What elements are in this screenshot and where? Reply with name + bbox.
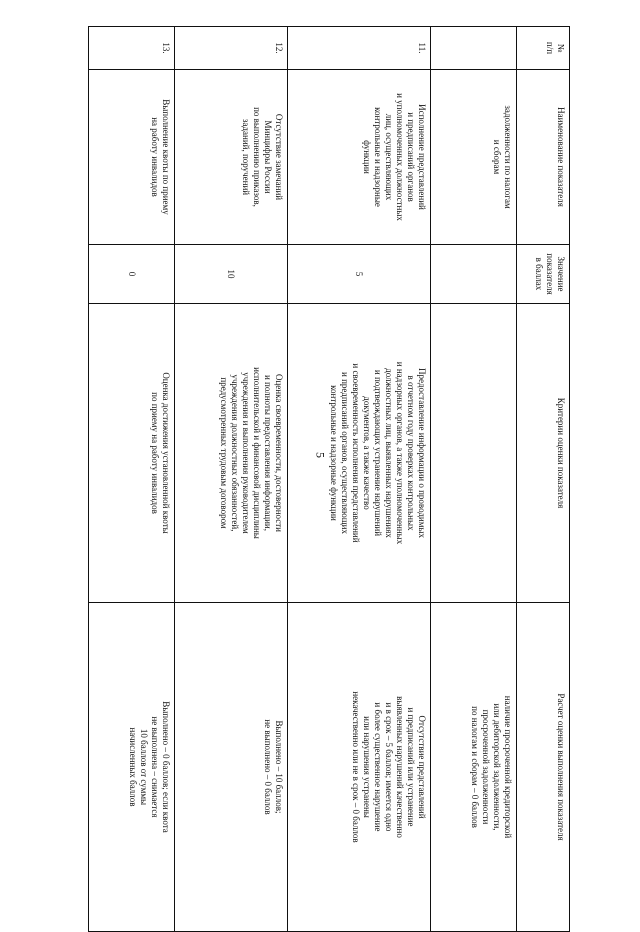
table-row-continuation [430,27,516,932]
row-number [430,27,516,70]
row-indicator-name: Исполнение представлений и предписаний органов и уполномоченных должностных лиц, осуществляющих контрольные и надзорные функции [287,70,430,245]
page-number: 5 [313,452,328,458]
table-row-13 [89,27,175,932]
table-row-12 [175,27,288,932]
row-indicator-value [430,245,516,304]
row-number: 11. [287,27,430,70]
row-calculation: Выполнено – 0 баллов; если квота не выполнена – снимается 10 баллов от суммы начисленных баллов [89,603,175,932]
row-indicator-value: 10 [175,245,288,304]
row-calculation: Выполнено – 10 баллов; не выполнено – 0 баллов [175,603,288,932]
header-indicator-name: Наименование показателя [517,70,570,245]
row-indicator-value: 5 [287,245,430,304]
row-indicator-name: задолженности по налогам и сборам [430,70,516,245]
row-calculation: Отсутствие представлений и предписаний или устранение выявленных нарушений качественно и в срок – 5 баллов; имеется одно и более существенное нарушение или нарушения устранены некачественно или не в срок – 0 баллов [287,603,430,932]
header-indicator-value: Значение показателя в баллах [517,245,570,304]
row-indicator-name: Выполнение квоты по приему на работу инвалидов [89,70,175,245]
header-number: № п/п [517,27,570,70]
row-criteria [430,304,516,603]
row-number: 13. [89,27,175,70]
row-indicator-value: 0 [89,245,175,304]
row-number: 12. [175,27,288,70]
header-criteria: Критерии оценки показателя [517,304,570,603]
header-calculation: Расчет оценки выполнения показателя [517,603,570,932]
row-criteria: Предоставление информации о проводимых в отчетном году проверках контрольных и надзорных органов, а также уполномоченных должностных лиц, выявленных нарушениях и подтверждающих устранение нарушений документов, а также качество и своевременность исполнения представлений и предписаний органов, осуществляющих контрольные и надзорные функции [287,304,430,603]
table-row-11 [287,27,430,932]
row-calculation: наличие просроченной кредиторской или дебиторской задолженности, просроченной задолженности по налогам и сборам – 0 баллов [430,603,516,932]
row-criteria: Оценка своевременности, достоверности и полноты предоставления информации, исполнительской и финансовой дисциплины учреждения и выполнения руководителем учреждения должностных обязанностей, предусмотренных трудовым договором [175,304,288,603]
row-indicator-name: Отсутствие замечаний Минцифры России по выполнению приказов, заданий, поручений [175,70,288,245]
table-header-row [517,27,570,932]
indicators-table [88,26,570,932]
row-criteria: Оценка достижения установленной квоты по приему на работу инвалидов [89,304,175,603]
